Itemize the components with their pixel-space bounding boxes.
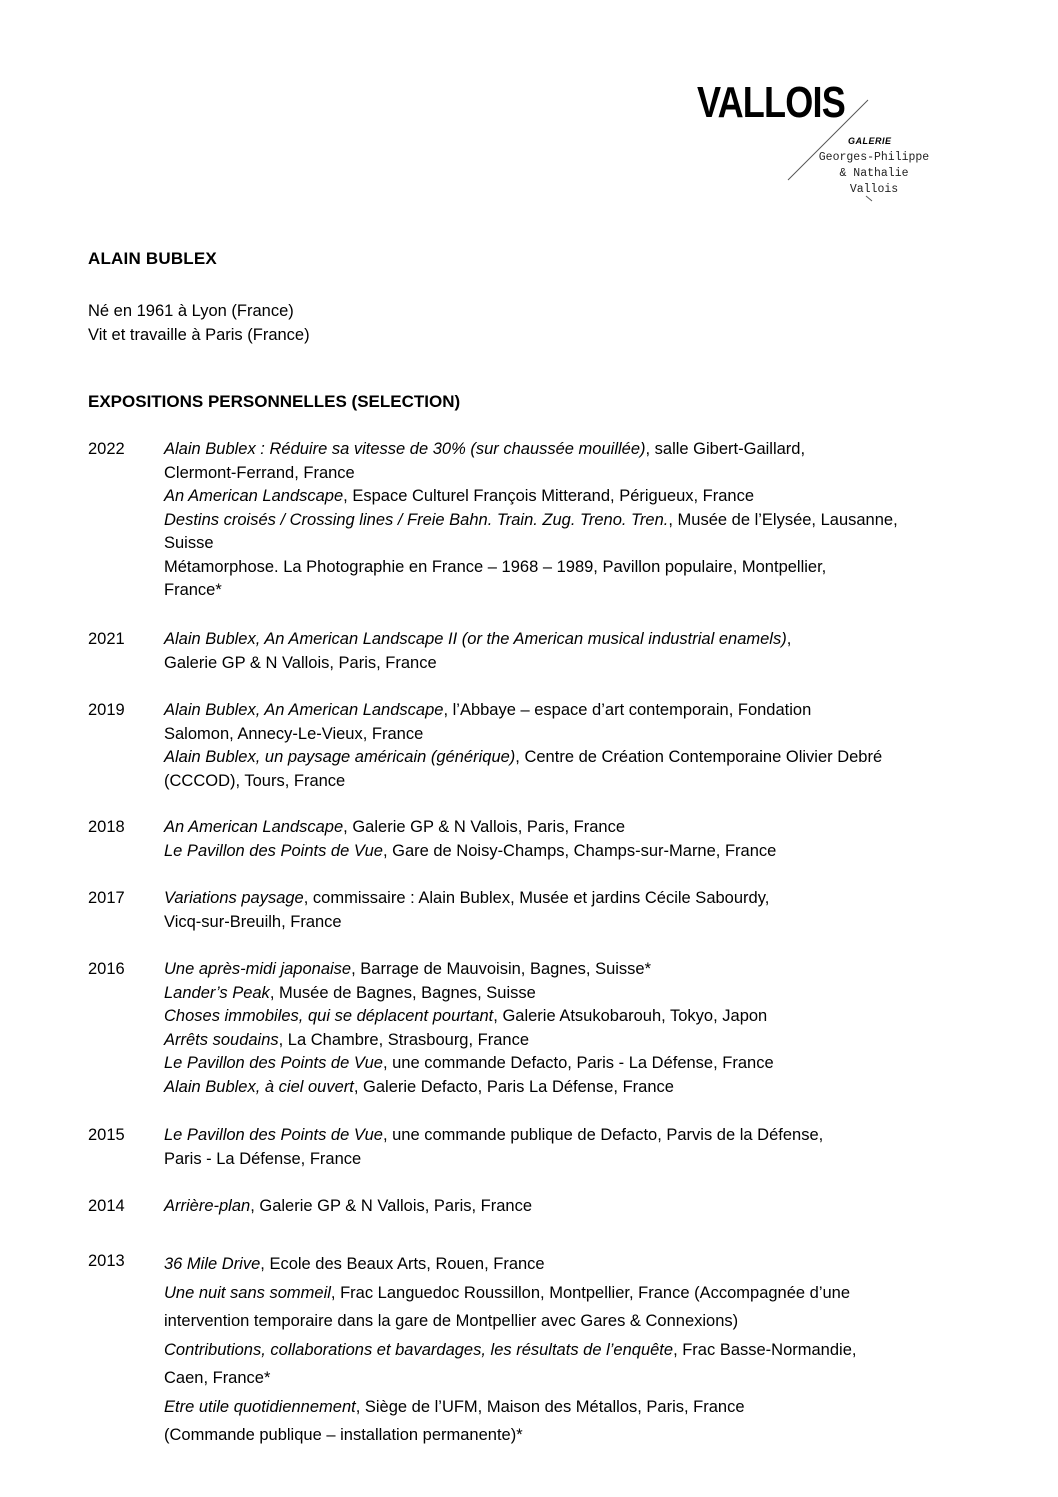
exhibition-line <box>164 746 882 770</box>
exhibition-lines <box>164 1195 532 1219</box>
exhibition-line <box>164 723 882 747</box>
exhibition-title: Alain Bublex, un paysage américain (générique) <box>164 748 516 766</box>
artist-name: ALAIN BUBLEX <box>88 249 217 268</box>
exhibition-line <box>164 1421 856 1450</box>
exhibition-detail: Salomon, Annecy-Le-Vieux, France <box>164 724 424 743</box>
exhibition-line <box>164 462 898 486</box>
exhibition-line <box>164 1148 823 1172</box>
exhibition-line <box>164 958 774 982</box>
exhibition-detail: , Galerie GP & N Vallois, Paris, France <box>343 818 625 836</box>
logo-name-line: Vallois <box>849 183 899 196</box>
exhibition-line <box>164 652 791 676</box>
exhibition-line <box>164 816 776 840</box>
exhibition-detail: , une commande publique de Defacto, Parvis de la Défense, <box>382 1126 824 1144</box>
exhibition-line <box>164 1124 823 1148</box>
exhibition-line <box>164 579 898 603</box>
exhibition-year: 2021 <box>88 630 125 648</box>
exhibition-line <box>164 1279 856 1308</box>
exhibition-detail: , Siège de l’UFM, Maison des Métallos, Paris, France <box>355 1397 745 1416</box>
exhibition-detail: , Ecole des Beaux Arts, Rouen, France <box>260 1255 545 1273</box>
exhibition-title: Arrêts soudains <box>164 1030 279 1049</box>
exhibition-line <box>164 840 776 864</box>
exhibition-detail: (Commande publique – installation permanente)* <box>164 1426 523 1444</box>
exhibition-line <box>164 911 769 935</box>
exhibition-line <box>164 438 898 462</box>
exhibition-detail: , Gare de Noisy-Champs, Champs-sur-Marne, France <box>382 841 777 860</box>
exhibition-title: Alain Bublex : Réduire sa vitesse de 30% (sur chaussée mouillée) <box>164 440 646 458</box>
exhibition-year: 2016 <box>88 960 125 978</box>
artist-bio <box>88 299 310 347</box>
exhibition-year: 2022 <box>88 440 125 458</box>
exhibition-detail: , Centre de Création Contemporaine Olivier Debré <box>515 748 883 766</box>
exhibition-detail: , La Chambre, Strasbourg, France <box>278 1030 530 1049</box>
exhibition-detail: Caen, France* <box>164 1369 271 1387</box>
exhibition-detail: , Galerie Atsukobarouh, Tokyo, Japon <box>493 1007 768 1025</box>
exhibition-detail: Suisse <box>164 534 214 552</box>
exhibition-line <box>164 556 898 580</box>
exhibition-title: Alain Bublex, An American Landscape II (or the American musical industrial enamels) <box>164 630 787 648</box>
exhibition-title: Le Pavillon des Points de Vue <box>164 841 383 860</box>
exhibition-year: 2015 <box>88 1126 125 1144</box>
exhibition-detail: , Musée de l’Elysée, Lausanne, <box>668 510 898 529</box>
exhibition-line <box>164 1029 774 1053</box>
exhibition-detail: Métamorphose. La Photographie en France – 1968 – 1989, Pavillon populaire, Montpellier, <box>164 557 827 576</box>
exhibition-line <box>164 1052 774 1076</box>
exhibition-lines <box>164 438 898 603</box>
exhibition-detail: , commissaire : Alain Bublex, Musée et jardins Cécile Sabourdy, <box>303 889 770 907</box>
exhibition-title: Le Pavillon des Points de Vue <box>164 1126 383 1144</box>
exhibition-line <box>164 1336 856 1365</box>
bio-line: Vit et travaille à Paris (France) <box>88 326 310 344</box>
logo-names <box>814 150 934 198</box>
exhibition-title: Etre utile quotidiennement <box>164 1397 356 1416</box>
exhibition-line <box>164 1307 856 1336</box>
logo-name-line: & Nathalie <box>839 167 909 180</box>
exhibition-line <box>164 982 774 1006</box>
exhibition-lines <box>164 887 769 934</box>
exhibition-line <box>164 485 898 509</box>
exhibition-title: Alain Bublex, à ciel ouvert <box>164 1077 354 1096</box>
exhibition-title: Destins croisés / Crossing lines / Freie Bahn. Train. Zug. Treno. Tren. <box>164 510 669 529</box>
exhibition-title: 36 Mile Drive <box>164 1255 261 1273</box>
exhibition-title: Lander’s Peak <box>164 983 270 1002</box>
exhibition-detail: Clermont-Ferrand, France <box>164 463 355 482</box>
exhibition-line <box>164 1195 532 1219</box>
logo-galerie-label: GALERIE <box>848 136 892 146</box>
exhibition-title: Une après-midi japonaise <box>164 960 352 978</box>
exhibition-title: Choses immobiles, qui se déplacent pourtant <box>164 1007 494 1025</box>
exhibition-line <box>164 1005 774 1029</box>
exhibition-title: Alain Bublex, An American Landscape <box>164 701 444 719</box>
exhibition-line <box>164 509 898 533</box>
exhibition-detail: , Espace Culturel François Mitterand, Périgueux, France <box>343 487 755 505</box>
exhibition-detail: , Barrage de Mauvoisin, Bagnes, Suisse* <box>351 960 652 978</box>
exhibition-lines <box>164 958 774 1099</box>
exhibition-detail: France* <box>164 581 222 599</box>
exhibition-detail: , Frac Languedoc Roussillon, Montpellier, France (Accompagnée d’une <box>330 1283 851 1302</box>
exhibition-year: 2017 <box>88 889 125 907</box>
exhibition-lines <box>164 816 776 863</box>
exhibition-line <box>164 1076 774 1100</box>
exhibition-detail: , <box>786 630 792 648</box>
exhibition-year: 2013 <box>88 1252 125 1270</box>
gallery-logo <box>690 78 950 218</box>
logo-wordmark: VALLOIS <box>697 78 845 127</box>
exhibition-line <box>164 887 769 911</box>
exhibition-detail: , une commande Defacto, Paris - La Défense, France <box>382 1054 774 1072</box>
exhibition-detail: Paris - La Défense, France <box>164 1149 362 1168</box>
exhibition-line <box>164 628 791 652</box>
exhibition-lines <box>164 628 791 675</box>
exhibition-detail: , salle Gibert-Gaillard, <box>645 440 806 458</box>
exhibition-line <box>164 1364 856 1393</box>
exhibition-detail: intervention temporaire dans la gare de Montpellier avec Gares & Connexions) <box>164 1312 739 1330</box>
exhibition-detail: Vicq-sur-Breuilh, France <box>164 912 342 931</box>
exhibition-detail: (CCCOD), Tours, France <box>164 771 346 790</box>
exhibition-title: An American Landscape <box>164 487 344 505</box>
exhibition-lines <box>164 1250 856 1450</box>
exhibition-lines <box>164 1124 823 1171</box>
exhibition-year: 2019 <box>88 701 125 719</box>
exhibition-title: Arrière-plan <box>164 1197 251 1215</box>
exhibition-line <box>164 1393 856 1422</box>
exhibition-detail: Galerie GP & N Vallois, Paris, France <box>164 653 437 672</box>
exhibition-detail: , Galerie GP & N Vallois, Paris, France <box>250 1197 533 1215</box>
exhibition-line <box>164 770 882 794</box>
exhibition-line <box>164 699 882 723</box>
exhibition-title: An American Landscape <box>164 818 344 836</box>
exhibition-year: 2018 <box>88 818 125 836</box>
exhibition-detail: , l’Abbaye – espace d’art contemporain, Fondation <box>443 701 812 719</box>
logo-name-line: Georges-Philippe <box>818 151 930 164</box>
exhibition-title: Contributions, collaborations et bavardages, les résultats de l’enquête <box>164 1340 674 1359</box>
exhibition-detail: , Galerie Defacto, Paris La Défense, France <box>353 1077 674 1096</box>
exhibition-line <box>164 532 898 556</box>
exhibition-year: 2014 <box>88 1197 125 1215</box>
exhibition-title: Variations paysage <box>164 889 304 907</box>
exhibition-detail: , Musée de Bagnes, Bagnes, Suisse <box>269 983 536 1002</box>
exhibition-lines <box>164 699 882 793</box>
section-title: EXPOSITIONS PERSONNELLES (SELECTION) <box>88 392 461 411</box>
exhibition-line <box>164 1250 856 1279</box>
exhibition-title: Le Pavillon des Points de Vue <box>164 1054 383 1072</box>
exhibition-title: Une nuit sans sommeil <box>164 1283 331 1302</box>
bio-line: Né en 1961 à Lyon (France) <box>88 302 294 320</box>
exhibition-detail: , Frac Basse-Normandie, <box>673 1340 857 1359</box>
